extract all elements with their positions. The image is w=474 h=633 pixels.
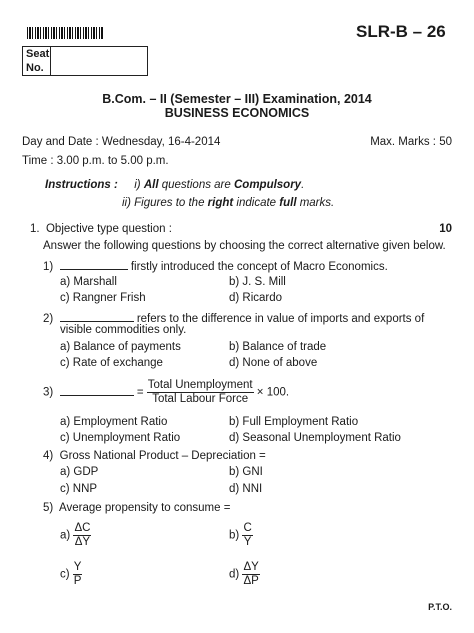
please-turn-over: P.T.O. (428, 602, 452, 612)
answer-blank (60, 311, 134, 322)
item-3-option-c: c) Unemployment Ratio (60, 432, 181, 444)
item-5-option-d: d) $\frac{\Delta Y}{\Delta P}$ (229, 561, 259, 587)
item-1-option-b: b) J. S. Mill (229, 276, 286, 288)
item-2-option-d: d) None of above (229, 357, 318, 369)
item-4-option-d: d) NNI (229, 483, 263, 495)
item-2-stem-continued: visible commodities only. (60, 324, 187, 336)
item-2-option-b: b) Balance of trade (229, 341, 327, 353)
question-1-prompt: Answer the following questions by choosing the correct alternative given below. (43, 240, 446, 252)
answer-blank (60, 385, 134, 396)
question-1-marks: 10 (439, 223, 452, 235)
instruction-2: ii) Figures to the right indicate full marks. (122, 197, 335, 209)
item-5-option-a: a) $\frac{\Delta C}{\Delta Y}$ (60, 522, 91, 548)
instructions-label: Instructions : (45, 179, 118, 191)
item-2-option-a: a) Balance of payments (60, 341, 181, 353)
item-1-stem: 1) firstly introduced the concept of Macro Economics. (43, 261, 388, 273)
item-1-option-d: d) Ricardo (229, 292, 283, 304)
question-1-heading: 1. Objective type question : (30, 223, 172, 235)
paper-code: SLR-B – 26 (356, 22, 446, 41)
seat-number-box (22, 46, 148, 76)
item-3-option-d: d) Seasonal Unemployment Ratio (229, 432, 401, 444)
exam-time: Time : 3.00 p.m. to 5.00 p.m. (22, 155, 169, 167)
max-marks: Max. Marks : 50 (370, 136, 452, 148)
item-4-option-c: c) NNP (60, 483, 98, 495)
exam-title: B.Com. – II (Semester – III) Examination, 2014 (102, 92, 372, 106)
item-4-stem: 4) Gross National Product – Depreciation = (43, 450, 266, 462)
item-1-option-a: a) Marshall (60, 276, 117, 288)
item-5-stem: 5) Average propensity to consume = (43, 502, 231, 514)
item-4-option-a: a) GDP (60, 466, 99, 478)
item-4-option-b: b) GNI (229, 466, 263, 478)
item-3-option-b: b) Full Employment Ratio (229, 416, 359, 428)
item-3-stem: 3) = $\frac{\text{Total Unemployment}}{\text{Total Labour Force}}$ × 100. (43, 379, 290, 405)
item-3-option-a: a) Employment Ratio (60, 416, 168, 428)
item-2-option-c: c) Rate of exchange (60, 357, 163, 369)
item-5-option-c: c) $\frac{Y}{P}$ (60, 561, 82, 587)
day-and-date: Day and Date : Wednesday, 16-4-2014 (22, 136, 221, 148)
instruction-1: Instructions : i) All questions are Compulsory. (45, 179, 305, 191)
seat-number-label: Seat No. (23, 47, 51, 75)
unemployment-ratio-fraction: $\frac{\text{Total Unemployment}}{\text{Total Labour Force}}$ (147, 379, 253, 405)
item-2-stem: 2) refers to the difference in value of imports and exports of (43, 313, 425, 325)
item-1-option-c: c) Rangner Frish (60, 292, 146, 304)
item-5-option-b: b) $\frac{C}{Y}$ (229, 522, 252, 548)
barcode (27, 27, 103, 39)
answer-blank (60, 259, 128, 270)
subject-title: BUSINESS ECONOMICS (164, 106, 310, 120)
